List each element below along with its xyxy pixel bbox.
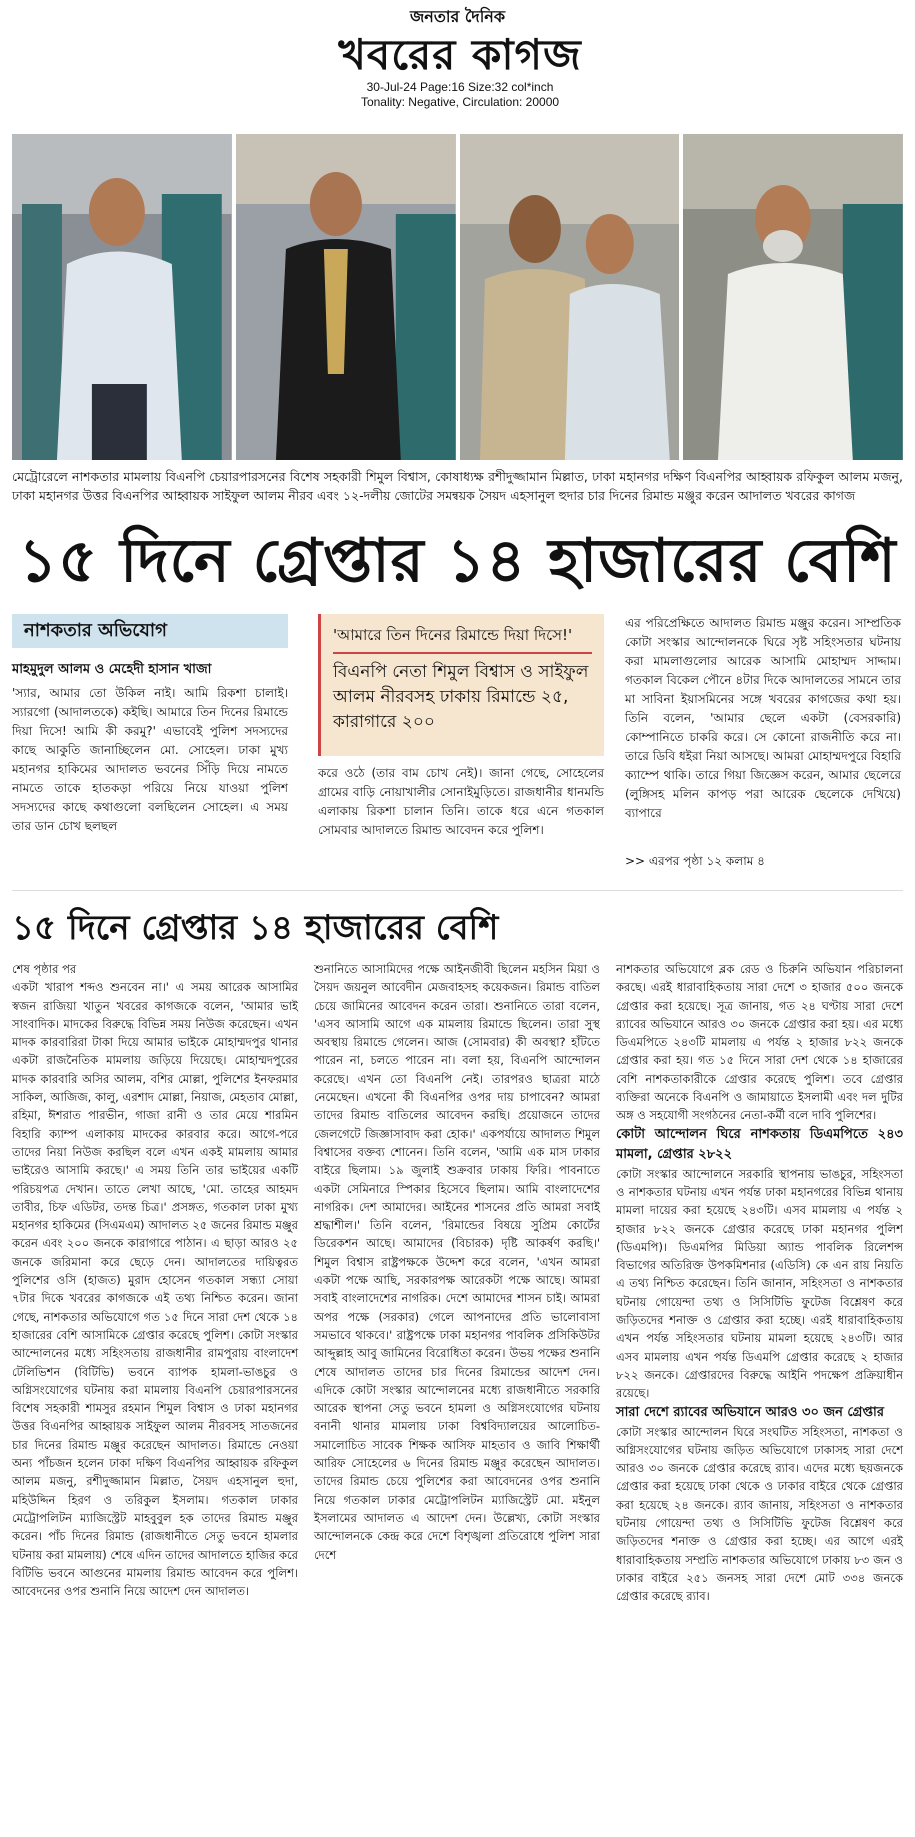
clipping-meta-line1: 30-Jul-24 Page:16 Size:32 col*inch (366, 80, 554, 94)
pull-quote-text: 'আমারে তিন দিনের রিমান্ডে দিয়া দিসে!' (333, 624, 592, 654)
subhead-dmp-cases: কোটা আন্দোলন ঘিরে নাশকতায় ডিএমপিতে ২৪৩ মামলা, গ্রেপ্তার ২৮২২ (616, 1126, 903, 1162)
subhead-rab-arrests: সারা দেশে র‍্যাবের অভিযানে আরও ৩০ জন গ্রেপ্তার (616, 1404, 884, 1420)
continuation-from: শেষ পৃষ্ঠার পর (12, 962, 77, 976)
masthead-name: খবরের কাগজ (338, 30, 582, 79)
continuation-column-3a: নাশকতার অভিযোগে ব্লক রেড ও চিরুনি অভিযান পরিচালনা করছে। এরই ধারাবাহিকতায় সারা দেশে ৩ হাজার ৫০০ জনকে গ্রেপ্তার করা হয়েছে। সূত্র জানায়, গত ২৪ ঘণ্টায় সারা দেশে র‍্যাবের অভিযানে আরও ৩০ জনকে গ্রেপ্তার করা হয়। এর মধ্যে ডিএমপিতে ২৪৩টি মামলায় এ পর্যন্ত ২ হাজার ৮২২ জনকে গ্রেপ্তার করা হয়। গত ১৫ দিনে সারা দেশ থেকে ১৪ হাজারের বেশি নাশকতাকারীকে গ্রেপ্তার করেছে পুলিশ। তবে গ্রেপ্তার ব্যক্তিরা অনেকে বিএনপি ও জামায়াতে ইসলামী এবং দল দুটির অঙ্গ ও সহযোগী সংগঠনের নেতা-কর্মী বলে দাবি পুলিশের। (616, 962, 903, 1123)
continuation-column-3 (616, 960, 903, 1606)
byline: মাহমুদুল আলম ও মেহেদী হাসান খাজা (12, 662, 212, 677)
lead-column-2: করে ওঠে (তার বাম চোখ নেই)। জানা গেছে, সোহেলের গ্রামের বাড়ি নোয়াখালীর সোনাইমুড়িতে। রাজধানীর ধানমন্ডি এলাকায় রিকশা চালান তিনি। তাকে ধরে এনে গতকাল সোমবার আদালতে রিমান্ড আবেদন করে পুলিশ। (318, 766, 604, 837)
continuation-column-2: শুনানিতে আসামিদের পক্ষে আইনজীবী ছিলেন মহসিন মিয়া ও সৈয়দ জয়নুল আবেদীন মেজবাহসহ কয়েকজন। রিমান্ড বাতিল চেয়ে জামিনের আবেদন করেন তারা। শুনানিতে তারা বলেন, 'এসব আসামি আগে এক মামলায় রিমান্ডে ছিলেন। তারা সুস্থ অবস্থায় রিমান্ডে গেলেন। আজ (সোমবার) কী অবস্থা? হাঁটতে পারেন না, চলতে পারেন না। বলা হয়, বিএনপি আন্দোলন করেছে। এখন তো বিএনপি নেই। তারপরও ছাত্ররা মাঠে নেমেছেন। এখনো কী বিএনপির ওপর দায় চাপাবেন? আমরা তাদের রিমান্ড বাতিলের আবেদন করছি। প্রয়োজনে তাদের জেলগেটে জিজ্ঞাসাবাদ করা হোক।' একপর্যায়ে আদালত শিমুল বিশ্বাসের বক্তব্য শোনেন। তিনি বলেন, 'আমি এক মাস ঢাকার বাইরে ছিলাম। ১৯ জুলাই শুক্রবার ঢাকায় ফিরি। পাবনাতে একটা সেমিনারে স্পিকার হিসেবে ছিলাম। আমি বাংলাদেশের নাগরিক। দেশ আমাদের। আইনের শাসনের প্রতি আমরা সবাই শ্রদ্ধাশীল।' তিনি বলেন, 'রিমান্ডের বিষয়ে সুপ্রিম কোর্টের ডিরেকশন আছে। আমাদের (বিচারক) দৃষ্টি আকর্ষণ করছি।' শিমুল বিশ্বাস রাষ্ট্রপক্ষকে উদ্দেশ করে বলেন, 'এখন আমরা একটা পক্ষে আছি, সরকারপক্ষ আরেকটা পক্ষে আছে। আমরা সবাই বাংলাদেশের নাগরিক। দেশে আমাদের শাসন চাই। আমরা অপর পক্ষে (সরকার) গেলে আপনাদের প্রতি ভালোবাসা সমভাবে থাকবে।' রাষ্ট্রপক্ষে ঢাকা মহানগর পাবলিক প্রসিকিউটর আব্দুল্লাহ আবু জামিনের বিরোধিতা করেন। উভয় পক্ষের শুনানি শেষে আদালত তাদের চার দিনের রিমান্ডের আদেশ দেন। এদিকে কোটা সংস্কার আন্দোলনের মধ্যে রাজধানীতে সরকারি আরেক স্থাপনা সেতু ভবনে হামলা ও অগ্নিসংযোগের ঘটনায় বনানী থানার মামলায় ঢাকা বিশ্ববিদ্যালয়ের আলোচিত-সমালোচিত সাবেক শিক্ষক আসিফ মাহতাব ও জাবি শিক্ষার্থী আরিফ সোহেলের ৬ দিনের রিমান্ড মঞ্জুর করেছেন আদালত। তাদের রিমান্ড চেয়ে পুলিশের করা আবেদনের ওপর শুনানি নিয়ে গতকাল ঢাকার মেট্রোপলিটন ম্যাজিস্ট্রেট মো. মইনুল ইসলামের আদালত এ আদেশ দেন। উল্লেখ্য, কোটা সংস্কার আন্দোলনকে কেন্দ্র করে দেশে বিশৃঙ্খলা প্রতিরোধে পুলিশ সারা দেশে (314, 962, 600, 1562)
section-tag: নাশকতার অভিযোগ (12, 614, 288, 648)
news-photo-2 (236, 134, 456, 460)
continuation-headline: ১৫ দিনে গ্রেপ্তার ১৪ হাজারের বেশি (12, 908, 499, 948)
photo-caption: মেট্রোরেলে নাশকতার মামলায় বিএনপি চেয়ারপারসনের বিশেষ সহকারী শিমুল বিশ্বাস, কোষাধ্যক্ষ রশীদুজ্জামান মিল্লাত, ঢাকা মহানগর দক্ষিণ বিএনপির আহ্বায়ক রফিকুল আলম মজনু, ঢাকা মহানগর উত্তর বিএনপির আহ্বায়ক সাইফুল আলম নীরব এবং ১২-দলীয় জোটের সমন্বয়ক সৈয়দ এহসানুল হুদার চার দিনের রিমান্ড মঞ্জুর করেন আদালত খবরের কাগজ (12, 469, 903, 503)
clipping-meta-line2: Tonality: Negative, Circulation: 20000 (360, 95, 560, 109)
masthead (0, 0, 915, 118)
news-photo-1 (12, 134, 232, 460)
news-photo-3 (460, 134, 680, 460)
jump-line: >> এরপর পৃষ্ঠা ১২ কলাম ৪ (625, 854, 765, 868)
clipping-meta (300, 80, 620, 110)
news-photo-4 (683, 134, 903, 460)
pull-quote-summary: বিএনপি নেতা শিমুল বিশ্বাস ও সাইফুল আলম নীরবসহ ঢাকায় রিমান্ডে ২৫, কারাগারে ২০০ (333, 662, 589, 732)
pull-quote (318, 614, 604, 756)
lead-column-1: 'স্যার, আমার তো উকিল নাই। আমি রিকশা চালাই। স্যারগো (আদালতকে) কইছি। আমারে তিন দিনের রিমান্ডে দিয়া দিসে! আমি কী করমু?' এভাবেই পুলিশ সদস্যদের কাছে আকুতি জানাচ্ছিলেন মো. সোহেল। ঢাকা মুখ্য মহানগর হাকিমের আদালত ভবনের সিঁড়ি দিয়ে নামতে নামতে তাকে হাতকড়া পরিয়ে নিয়ে যাওয়া পুলিশ সদস্যদের কাছে কথাগুলো বলছিলেন সোহেল। এ সময় তার ডান চোখ ছলছল (12, 686, 288, 833)
continuation-column-3c: কোটা সংস্কার আন্দোলন ঘিরে সংঘটিত সহিংসতা, নাশকতা ও অগ্নিসংযোগের ঘটনায় জড়িত অভিযোগে ঢাকাসহ সারা দেশে আরও ৩০ জনকে গ্রেপ্তার করেছে র‍্যাব। এদের মধ্যে ছয়জনকে গ্রেপ্তার করা হয়েছে ঢাকা থেকে ও ঢাকার বাইরে থেকে গ্রেপ্তার করা হয়েছে ২৪ জনকে। র‍্যাব জানায়, সহিংসতা ও নাশকতার ঘটনায় গোয়েন্দা তথ্য ও সিসিটিভি ফুটেজ বিশ্লেষণ করে জড়িতদের শনাক্ত ও গ্রেপ্তার করা হচ্ছে। এর আগে এরই ধারাবাহিকতায় সম্প্রতি নাশকতার অভিযোগে ঢাকায় ৮৩ জন ও ঢাকার বাইরে ২৫১ জনসহ সারা দেশে মোট ৩৩৪ জনকে গ্রেপ্তার করেছে র‍্যাব। (616, 1424, 903, 1604)
lead-column-3: এর পরিপ্রেক্ষিতে আদালত রিমান্ড মঞ্জুর করেন। সাম্প্রতিক কোটা সংস্কার আন্দোলনকে ঘিরে সৃষ্ট সহিংসতার ঘটনায় করা মামলাগুলোর আরেক আসামি মোহাম্মদ সাদ্দাম। গতকাল বিকেল পৌনে ৪টার দিকে আদালতের সামনে তার মা সাবিনা ইয়াসমিনের সঙ্গে খবরের কাগজের কথা হয়। তিনি বলেন, 'আমার ছেলে একটা (বেসরকারি) কোম্পানিতে চাকরি করে। সে কোনো রাজনীতি করে না। তারে ডিবি ধইরা নিয়া আসছে। আমরা মোহাম্মদপুরে বিহারি ক্যাম্পে থাকি। তারে গিয়া জিজ্ঞেস করেন, আমার ছেলেরে (লুঙ্গিসহ মলিন কাপড় পরা আরেক ছেলেকে দেখিয়ে) ব্যাপারে (625, 616, 901, 820)
continuation-column-1-text: একটা খারাপ শব্দও শুনবেন না।' এ সময় আরেক আসামির স্বজন রাজিয়া খাতুন খবরের কাগজকে বলেন, 'আমার ভাই সাংবাদিক। মাদকের বিরুদ্ধে বিভিন্ন সময় নিউজ করেছেন। এখন মাদক কারবারিরা টাকা দিয়ে আমার ভাইকে মোহাম্মদপুর থানার একটা রাজনৈতিক মামলায় জড়িয়ে দিয়েছে। মোহাম্মদপুরের মাদক কারবারি অসির আলম, বশির মোল্লা, পুলিশের ইনফরমার সাকিল, আজিজ, কালু, এরশাদ মোল্লা, নিয়াজ, মেহতাব মোল্লা, রহিমা, ঈশরাত পারভীন, গাজা রানী ও তার মেয়ে শারমিন বিহারি ক্যাম্প এলাকায় মাদকের কারবার করে। আগে-পরে তাদের নিয়া নিউজ করছিল বলে এখন একই মামলায় আমার ভাইরেও আসামি করছে।' এ সময় তিনি তার ভাইয়ের একটি পরিচয়পত্র দেখান। তাতে লেখা আছে, 'মো. তাহের আহমদ তাবীর, চিফ এডিটর, তদন্ত চিত্র।' প্রসঙ্গত, গতকাল ঢাকা মুখ্য মহানগর হাকিমের (সিএমএম) আদালত ২৫ জনের রিমান্ড মঞ্জুর করেন এবং ২০০ জনকে কারাগারে পাঠান। এ ছাড়া আরও ২৫ জনকে জরিমানা করে ছেড়ে দেন। আদালতের দায়িত্বরত পুলিশের ওসি (হাজত) মুরাদ হোসেন গতকাল সন্ধ্যা সোয়া ৭টার দিকে খবরের কাগজকে এই তথ্য নিশ্চিত করেন। জানা গেছে, নাশকতার অভিযোগে গত ১৫ দিনে সারা দেশ থেকে ১৪ হাজারের বেশি আসামিকে গ্রেপ্তার করেছে পুলিশ। কোটা সংস্কার আন্দোলনের মধ্যে সহিংসতায় রাজধানীর রামপুরায় বাংলাদেশ টেলিভিশন (বিটিভি) ভবনে ব্যাপক হামলা-ভাঙচুর ও অগ্নিসংযোগের ঘটনায় করা মামলায় বিএনপি চেয়ারপারসনের বিশেষ সহকারী শামসুর রহমান শিমুল বিশ্বাস ও ঢাকা মহানগর উত্তর বিএনপির আহ্বায়ক সাইফুল আলম নীরবসহ সাতজনের চার দিনের রিমান্ড মঞ্জুর করেছেন আদালত। রিমান্ডে নেওয়া অন্য পাঁচজন হলেন ঢাকা দক্ষিণ বিএনপির আহ্বায়ক রফিকুল আলম মজনু, রশীদুজ্জামান মিল্লাত, সৈয়দ এহসানুল হুদা, মহিউদ্দিন হিরণ ও তরিকুল ইসলাম। গতকাল ঢাকার মেট্রোপলিটন ম্যাজিস্ট্রেট মাহবুবুল হক তাদের রিমান্ড মঞ্জুর করেন। পাঁচ দিনের রিমান্ড (রাজধানীতে সেতু ভবনে হামলার ঘটনায় করা মামলায়) শেষে এদিন তাদের আদালতে হাজির করে বিটিভি ভবনে আগুনের মামলায় রিমান্ড আবেদন করে পুলিশ। আবেদনের ওপর শুনানি নিয়ে আদেশ দেন আদালত। (12, 980, 298, 1599)
section-divider (12, 890, 903, 891)
continuation-column-3b: কোটা সংস্কার আন্দোলনে সরকারি স্থাপনায় ভাঙচুর, সহিংসতা ও নাশকতার ঘটনায় এখন পর্যন্ত ঢাকা মহানগরের বিভিন্ন থানায় মামলা দায়ের করা হয়েছে ২৪৩টি। এসব মামলায় এ পর্যন্ত ২ হাজার ৮২২ জনকে গ্রেপ্তার করেছে ঢাকা মহানগর পুলিশ (ডিএমপি)। ডিএমপির মিডিয়া অ্যান্ড পাবলিক রিলেশন্স বিভাগের অতিরিক্ত উপকমিশনার (এডিসি) কে এন রায় নিয়তি এ তথ্য নিশ্চিত করেছেন। তিনি জানান, সহিংসতা ও নাশকতার ঘটনায় গোয়েন্দা তথ্য ও সিসিটিভি ফুটেজ বিশ্লেষণ করে জড়িতদের শনাক্ত ও গ্রেপ্তার করা হচ্ছে। এরই ধারাবাহিকতায় এখন পর্যন্ত সহিংসতার ঘটনায় মামলা হয়েছে ২৪৩টি। আর এসব মামলায় এখন পর্যন্ত ডিএমপি গ্রেপ্তার করেছে ২ হাজার ৮২২ জনকে। গ্রেপ্তারদের বিরুদ্ধে আইনি পদক্ষেপ প্রক্রিয়াধীন রয়েছে। (616, 1166, 903, 1401)
main-headline: ১৫ দিনে গ্রেপ্তার ১৪ হাজারের বেশি (18, 526, 897, 596)
continuation-column-1 (12, 960, 298, 1600)
photo-strip (12, 134, 903, 460)
masthead-tagline: জনতার দৈনিক (409, 7, 506, 26)
